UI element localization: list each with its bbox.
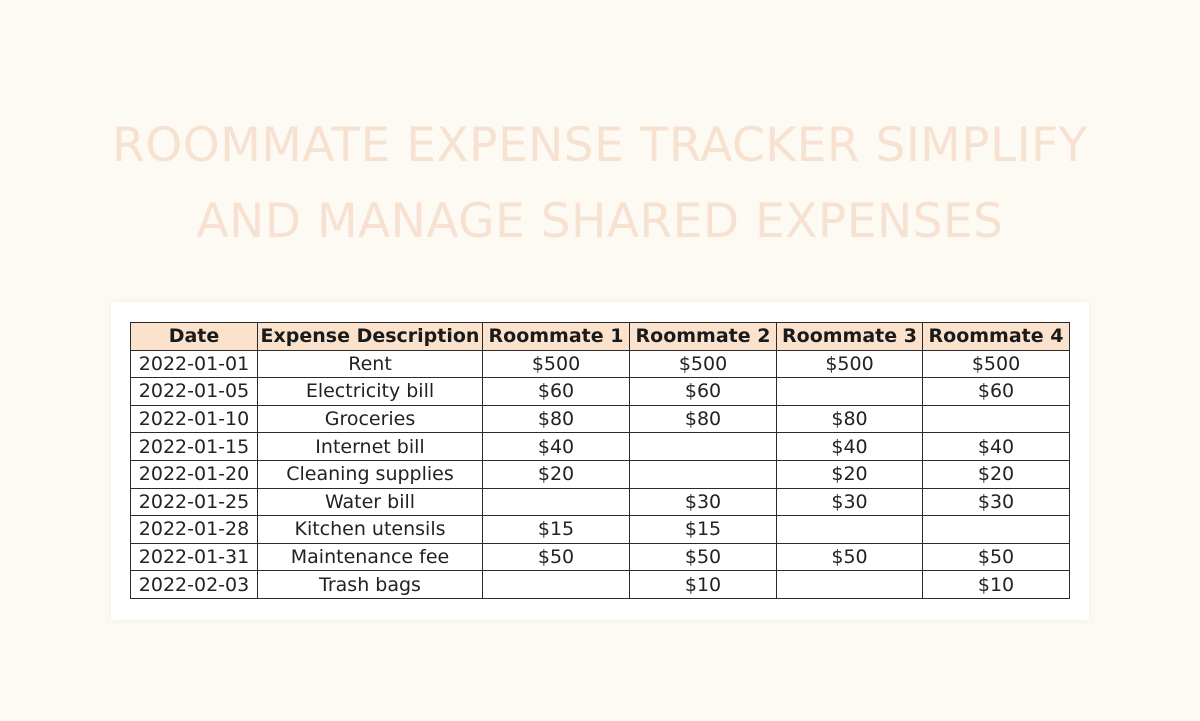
- table-row: [131, 405, 1070, 433]
- cell-roommate-2: [630, 460, 777, 488]
- cell-roommate-3: [777, 378, 923, 406]
- table-row: [131, 516, 1070, 544]
- header-roommate-3: Roommate 3: [777, 323, 923, 351]
- cell-roommate-4: $60: [923, 378, 1070, 406]
- cell-description: Maintenance fee: [258, 543, 483, 571]
- cell-roommate-4: $40: [923, 433, 1070, 461]
- cell-roommate-3: $40: [777, 433, 923, 461]
- cell-description: Trash bags: [258, 571, 483, 599]
- cell-roommate-4: $30: [923, 488, 1070, 516]
- cell-roommate-3: [777, 571, 923, 599]
- page-title: [0, 108, 1200, 260]
- cell-roommate-3: $20: [777, 460, 923, 488]
- cell-description: Rent: [258, 350, 483, 378]
- cell-roommate-1: $20: [483, 460, 630, 488]
- table-row: [131, 543, 1070, 571]
- table-row: [131, 433, 1070, 461]
- cell-roommate-3: $80: [777, 405, 923, 433]
- cell-date: 2022-01-15: [131, 433, 258, 461]
- cell-roommate-1: $80: [483, 405, 630, 433]
- cell-date: 2022-01-10: [131, 405, 258, 433]
- table-row: [131, 488, 1070, 516]
- cell-roommate-2: $60: [630, 378, 777, 406]
- cell-description: Water bill: [258, 488, 483, 516]
- cell-roommate-1: $15: [483, 516, 630, 544]
- cell-roommate-4: [923, 405, 1070, 433]
- cell-roommate-1: $50: [483, 543, 630, 571]
- cell-roommate-3: $30: [777, 488, 923, 516]
- cell-roommate-2: $15: [630, 516, 777, 544]
- cell-roommate-2: $30: [630, 488, 777, 516]
- table-row: [131, 460, 1070, 488]
- cell-roommate-2: $50: [630, 543, 777, 571]
- cell-roommate-1: $60: [483, 378, 630, 406]
- cell-description: Cleaning supplies: [258, 460, 483, 488]
- header-row: [131, 323, 1070, 351]
- header-expense-description: Expense Description: [258, 323, 483, 351]
- cell-date: 2022-01-28: [131, 516, 258, 544]
- header-roommate-4: Roommate 4: [923, 323, 1070, 351]
- cell-description: Kitchen utensils: [258, 516, 483, 544]
- cell-date: 2022-01-20: [131, 460, 258, 488]
- cell-roommate-2: $500: [630, 350, 777, 378]
- cell-roommate-4: [923, 516, 1070, 544]
- cell-description: Electricity bill: [258, 378, 483, 406]
- cell-roommate-1: [483, 488, 630, 516]
- title-line-1: ROOMMATE EXPENSE TRACKER SIMPLIFY: [112, 118, 1088, 173]
- expense-table: [130, 322, 1070, 599]
- cell-roommate-1: $500: [483, 350, 630, 378]
- cell-roommate-1: $40: [483, 433, 630, 461]
- cell-date: 2022-01-05: [131, 378, 258, 406]
- cell-description: Internet bill: [258, 433, 483, 461]
- cell-roommate-4: $50: [923, 543, 1070, 571]
- cell-roommate-3: $50: [777, 543, 923, 571]
- cell-roommate-2: $10: [630, 571, 777, 599]
- cell-roommate-2: $80: [630, 405, 777, 433]
- table-row: [131, 350, 1070, 378]
- cell-roommate-3: $500: [777, 350, 923, 378]
- cell-date: 2022-01-25: [131, 488, 258, 516]
- cell-roommate-4: $500: [923, 350, 1070, 378]
- cell-roommate-4: $10: [923, 571, 1070, 599]
- table-row: [131, 571, 1070, 599]
- cell-roommate-4: $20: [923, 460, 1070, 488]
- table-row: [131, 378, 1070, 406]
- cell-date: 2022-02-03: [131, 571, 258, 599]
- spreadsheet-card: [111, 302, 1089, 620]
- cell-description: Groceries: [258, 405, 483, 433]
- header-date: Date: [131, 323, 258, 351]
- cell-date: 2022-01-31: [131, 543, 258, 571]
- header-roommate-1: Roommate 1: [483, 323, 630, 351]
- cell-roommate-1: [483, 571, 630, 599]
- cell-roommate-3: [777, 516, 923, 544]
- title-line-2: AND MANAGE SHARED EXPENSES: [196, 194, 1004, 249]
- header-roommate-2: Roommate 2: [630, 323, 777, 351]
- cell-date: 2022-01-01: [131, 350, 258, 378]
- cell-roommate-2: [630, 433, 777, 461]
